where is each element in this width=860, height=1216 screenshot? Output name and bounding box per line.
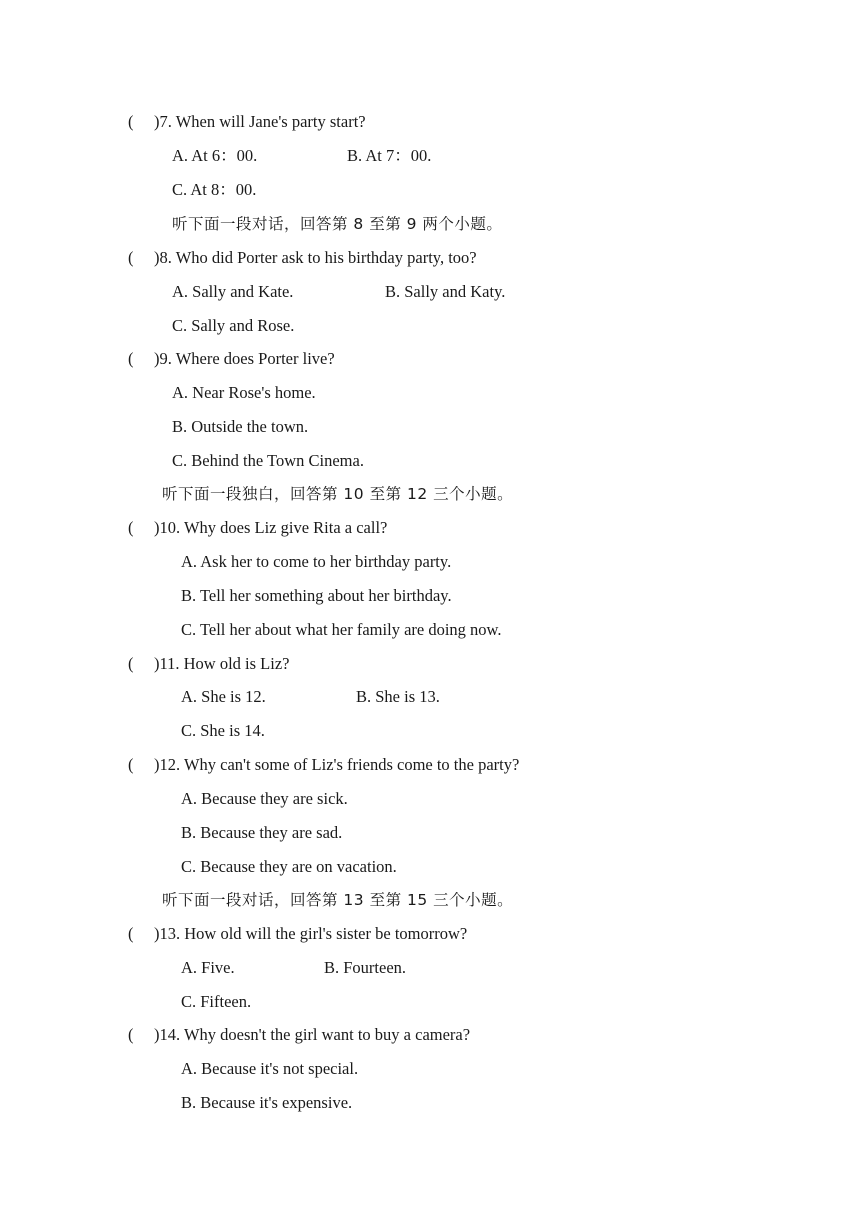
question-stem: )9. Where does Porter live? (154, 349, 335, 368)
answer-paren: ( (128, 755, 134, 774)
answer-paren: ( (128, 248, 134, 267)
option-b: B. Sally and Katy. (385, 282, 506, 301)
section-instruction: 听下面一段对话，回答第 13 至第 15 三个小题。 (162, 891, 514, 909)
option-a: A. She is 12. (181, 687, 266, 706)
answer-paren: ( (128, 518, 134, 537)
option-b: B. Because they are sad. (181, 823, 343, 842)
section-instruction: 听下面一段对话，回答第 8 至第 9 两个小题。 (172, 215, 503, 233)
option-c: C. She is 14. (181, 721, 265, 740)
option-c: C. Sally and Rose. (172, 316, 295, 335)
question-stem: )12. Why can't some of Liz's friends come to the party? (154, 755, 520, 774)
question-stem: )8. Who did Porter ask to his birthday party, too? (154, 248, 477, 267)
question-stem: )13. How old will the girl's sister be tomorrow? (154, 924, 468, 943)
option-c: C. At 8：00. (172, 180, 257, 199)
option-a: A. Five. (181, 958, 235, 977)
answer-paren: ( (128, 924, 134, 943)
answer-paren: ( (128, 349, 134, 368)
question-stem: )10. Why does Liz give Rita a call? (154, 518, 388, 537)
option-a: A. Near Rose's home. (172, 383, 316, 402)
option-c: C. Because they are on vacation. (181, 857, 397, 876)
option-c: C. Tell her about what her family are doing now. (181, 620, 502, 639)
answer-paren: ( (128, 1025, 134, 1044)
option-b: B. She is 13. (356, 687, 440, 706)
section-instruction: 听下面一段独白，回答第 10 至第 12 三个小题。 (162, 485, 514, 503)
option-a: A. Because it's not special. (181, 1059, 359, 1078)
answer-paren: ( (128, 112, 134, 131)
answer-paren: ( (128, 654, 134, 673)
option-c: C. Behind the Town Cinema. (172, 451, 364, 470)
option-a: A. Ask her to come to her birthday party. (181, 552, 452, 571)
option-b: B. Because it's expensive. (181, 1093, 353, 1112)
option-b: B. Tell her something about her birthday. (181, 586, 452, 605)
question-stem: )14. Why doesn't the girl want to buy a camera? (154, 1025, 471, 1044)
option-b: B. At 7：00. (347, 146, 432, 165)
question-stem: )7. When will Jane's party start? (154, 112, 366, 131)
question-stem: )11. How old is Liz? (154, 654, 290, 673)
option-a: A. Because they are sick. (181, 789, 348, 808)
option-a: A. Sally and Kate. (172, 282, 294, 301)
option-a: A. At 6：00. (172, 146, 258, 165)
option-b: B. Fourteen. (324, 958, 407, 977)
option-b: B. Outside the town. (172, 417, 309, 436)
option-c: C. Fifteen. (181, 992, 252, 1011)
